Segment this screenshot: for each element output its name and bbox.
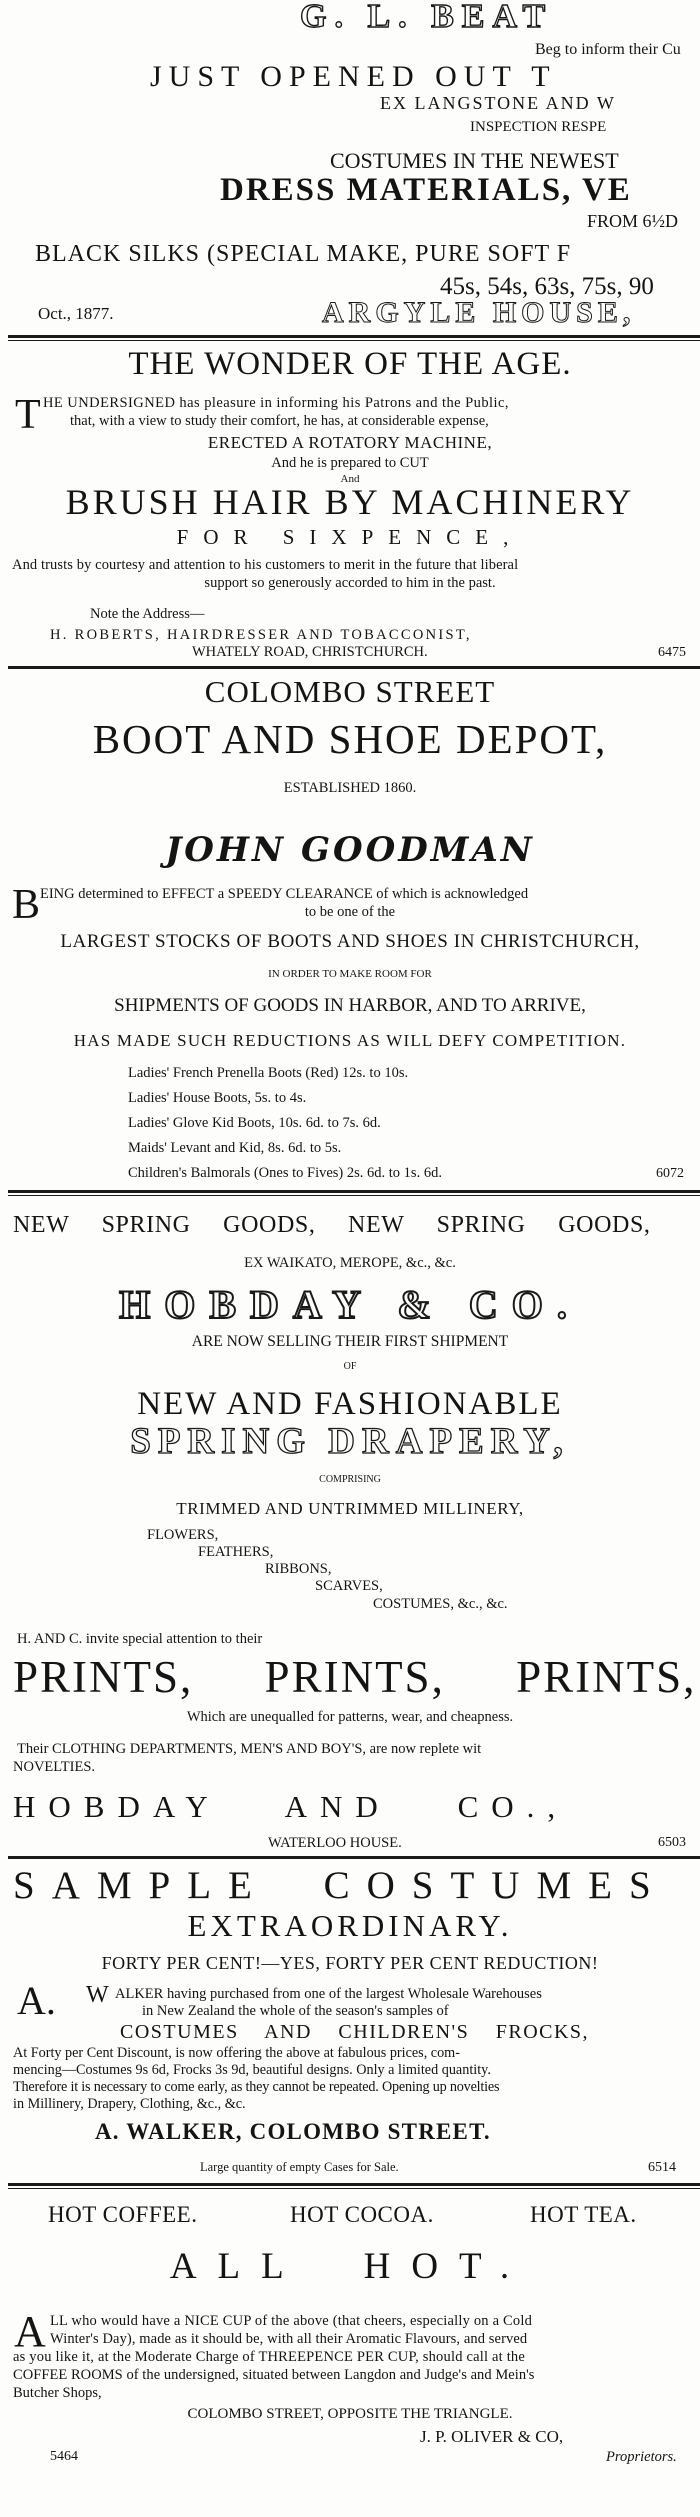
oliver-hot-coffee: HOT COFFEE. — [48, 2202, 198, 2227]
hobday-clothing: Their CLOTHING DEPARTMENTS, MEN'S AND BOY'S, are now replete wit — [17, 1741, 482, 1757]
goodman-largest: LARGEST STOCKS OF BOOTS AND SHOES IN CHRISTCHURCH, — [60, 931, 640, 952]
goodman-name: JOHN GOODMAN — [165, 830, 535, 870]
hobday-new-spring: NEW SPRING GOODS, NEW SPRING GOODS, — [13, 1212, 651, 1238]
hobday-clothing: NOVELTIES. — [13, 1759, 96, 1775]
divider — [8, 1856, 700, 1859]
beath-dress: DRESS MATERIALS, VE — [220, 172, 632, 208]
hobday-list-item: RIBBONS, — [265, 1561, 332, 1577]
oliver-line: Winter's Day), made as it should be, with all their Aromatic Flavours, and served — [50, 2331, 528, 2347]
roberts-sixpence: FOR SIXPENCE, — [176, 525, 524, 549]
hobday-selling: ARE NOW SELLING THEIR FIRST SHIPMENT — [191, 1333, 509, 1350]
hobday-of: OF — [343, 1361, 357, 1372]
roberts-headline: THE WONDER OF THE AGE. — [128, 346, 572, 382]
goodman-line: EING determined to EFFECT a SPEEDY CLEARANCE of which is acknowledged — [40, 886, 529, 902]
walker-number: 6514 — [648, 2160, 676, 2175]
roberts-line: that, with a view to study their comfort, he has, at considerable expense, — [70, 413, 489, 429]
beath-black-silks: BLACK SILKS (SPECIAL MAKE, PURE SOFT F — [35, 241, 572, 267]
walker-sample: SAMPLE COSTUMES — [13, 1864, 668, 1907]
walker-line: in New Zealand the whole of the season's samples of — [142, 2003, 449, 2019]
roberts-number: 6475 — [658, 645, 686, 660]
beath-ex: EX LANGSTONE AND W — [380, 93, 616, 113]
walker-costumes: COSTUMES AND CHILDREN'S FROCKS, — [120, 2021, 590, 2043]
oliver-signature: J. P. OLIVER & CO, — [420, 2427, 564, 2446]
divider — [8, 1195, 700, 1196]
roberts-drop-cap: T — [15, 392, 41, 438]
oliver-hot-cocoa: HOT COCOA. — [290, 2202, 434, 2227]
hobday-trimmed: TRIMMED AND UNTRIMMED MILLINERY, — [176, 1499, 524, 1518]
roberts-note: Note the Address— — [90, 606, 205, 622]
hobday-invite: H. AND C. invite special attention to their — [17, 1631, 263, 1647]
divider — [8, 1190, 700, 1193]
goodman-has-made: HAS MADE SUCH REDUCTIONS AS WILL DEFY COMPETITION. — [73, 1031, 627, 1050]
goodman-line: to be one of the — [304, 904, 396, 920]
beath-from: FROM 6½D — [587, 211, 679, 231]
roberts-prepared: And he is prepared to CUT — [271, 455, 429, 471]
goodman-item: Ladies' French Prenella Boots (Red) 12s. to 10s. — [128, 1065, 409, 1081]
hobday-name2: HOBDAY AND CO., — [13, 1789, 569, 1824]
walker-body: in Millinery, Drapery, Clothing, &c., &c. — [13, 2096, 246, 2112]
beath-inspection: INSPECTION RESPE — [470, 119, 607, 135]
goodman-shipments: SHIPMENTS OF GOODS IN HARBOR, AND TO ARRIVE, — [114, 995, 586, 1016]
oliver-proprietors: Proprietors. — [606, 2449, 677, 2465]
walker-body: Therefore it is necessary to come early, as they cannot be repeated. Opening up novelties — [13, 2079, 500, 2095]
goodman-established: ESTABLISHED 1860. — [283, 780, 417, 796]
oliver-line: as you like it, at the Moderate Charge of THREEPENCE PER CUP, should call at the — [13, 2349, 526, 2365]
beath-date: Oct., 1877. — [38, 304, 114, 323]
walker-body: mencing—Costumes 9s 6d, Frocks 3s 9d, beautiful designs. Only a limited quantity. — [13, 2062, 491, 2078]
oliver-line: LL who would have a NICE CUP of the above (that cheers, especially on a Cold — [50, 2313, 533, 2329]
hobday-new-fashionable: NEW AND FASHIONABLE — [137, 1386, 563, 1422]
roberts-and: And — [340, 473, 360, 485]
walker-line: ALKER having purchased from one of the largest Wholesale Warehouses — [115, 1986, 542, 2002]
divider — [8, 666, 700, 669]
hobday-spring-drapery: SPRING DRAPERY, — [130, 1421, 570, 1462]
divider — [8, 340, 700, 341]
oliver-opposite: COLOMBO STREET, OPPOSITE THE TRIANGLE. — [187, 2406, 513, 2422]
goodman-number: 6072 — [656, 1166, 684, 1181]
roberts-address: WHATELY ROAD, CHRISTCHURCH. — [192, 644, 428, 660]
hobday-list-item: FEATHERS, — [198, 1544, 274, 1560]
walker-drop-w: W — [86, 1982, 109, 2008]
goodman-item: Ladies' House Boots, 5s. to 4s. — [128, 1090, 307, 1106]
goodman-item: Children's Balmorals (Ones to Fives) 2s. 6d. to 1s. 6d. — [128, 1165, 442, 1181]
oliver-number: 5464 — [50, 2449, 78, 2464]
hobday-comprising: COMPRISING — [319, 1474, 381, 1485]
beath-title: G. L. BEAT — [300, 0, 554, 35]
hobday-name: HOBDAY & CO. — [119, 1282, 581, 1327]
roberts-trusts: support so generously accorded to him in the past. — [204, 575, 496, 591]
goodman-in-order: IN ORDER TO MAKE ROOM FOR — [268, 968, 432, 980]
beath-costumes: COSTUMES IN THE NEWEST — [330, 148, 619, 173]
hobday-prints: PRINTS, PRINTS, PRINTS, — [13, 1652, 697, 1702]
oliver-hot-tea: HOT TEA. — [530, 2202, 637, 2227]
oliver-all-hot: ALL HOT. — [169, 2246, 531, 2287]
divider — [8, 2188, 700, 2189]
goodman-depot: BOOT AND SHOE DEPOT, — [92, 716, 608, 762]
beath-house: ARGYLE HOUSE, — [322, 296, 636, 329]
hobday-list-item: SCARVES, — [315, 1578, 383, 1594]
goodman-street: COLOMBO STREET — [204, 674, 496, 709]
oliver-drop-cap: A — [14, 2307, 46, 2356]
goodman-item: Ladies' Glove Kid Boots, 10s. 6d. to 7s. 6d. — [128, 1115, 381, 1131]
roberts-line: HE UNDERSIGNED has pleasure in informing his Patrons and the Public, — [43, 395, 509, 411]
oliver-line: Butcher Shops, — [13, 2385, 102, 2401]
walker-body: At Forty per Cent Discount, is now offering the above at fabulous prices, com- — [13, 2045, 460, 2061]
hobday-waterloo: WATERLOO HOUSE. — [268, 1835, 402, 1851]
oliver-line: COFFEE ROOMS of the undersigned, situated between Langdon and Judge's and Mein's — [13, 2367, 535, 2383]
walker-extraordinary: EXTRAORDINARY. — [187, 1908, 513, 1943]
beath-prices: 45s, 54s, 63s, 75s, 90 — [440, 273, 654, 300]
hobday-ex: EX WAIKATO, MEROPE, &c., &c. — [244, 1255, 456, 1271]
roberts-address: H. ROBERTS, HAIRDRESSER AND TOBACCONIST, — [50, 627, 472, 643]
walker-drop-cap: A. — [17, 1978, 56, 2023]
goodman-drop-cap: B — [12, 882, 41, 928]
walker-signature: A. WALKER, COLOMBO STREET. — [95, 2119, 491, 2144]
divider — [8, 2183, 700, 2186]
roberts-trusts: And trusts by courtesy and attention to his customers to merit in the future that liberal — [12, 557, 519, 573]
divider — [8, 335, 700, 338]
hobday-list-item: COSTUMES, &c., &c. — [373, 1596, 508, 1612]
hobday-number: 6503 — [658, 1835, 686, 1850]
walker-cases: Large quantity of empty Cases for Sale. — [200, 2160, 399, 2174]
walker-forty: FORTY PER CENT!—YES, FORTY PER CENT REDUCTION! — [101, 1953, 599, 1973]
hobday-list-item: FLOWERS, — [147, 1527, 219, 1543]
hobday-unequalled: Which are unequalled for patterns, wear, and cheapness. — [186, 1709, 514, 1725]
beath-just-opened: JUST OPENED OUT T — [150, 60, 557, 93]
beath-beg: Beg to inform their Cu — [535, 41, 681, 58]
roberts-brush: BRUSH HAIR BY MACHINERY — [65, 482, 635, 522]
goodman-item: Maids' Levant and Kid, 8s. 6d. to 5s. — [128, 1140, 342, 1156]
roberts-erected: ERECTED A ROTATORY MACHINE, — [207, 433, 493, 452]
